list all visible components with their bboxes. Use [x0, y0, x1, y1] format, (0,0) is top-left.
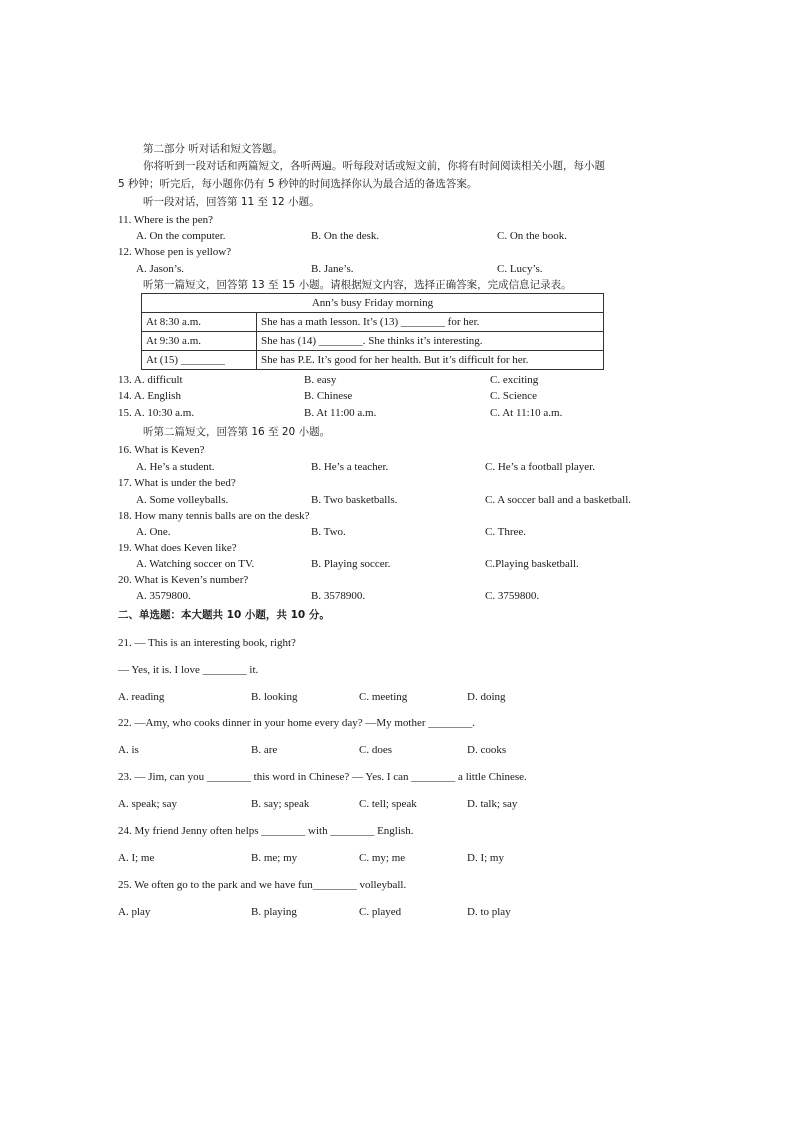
q23-option-b: B. say; speak [251, 798, 310, 810]
table-cell-time: At 9:30 a.m. [142, 332, 257, 351]
q25-option-a: A. play [118, 906, 151, 918]
q14-option-b: B. Chinese [304, 390, 353, 402]
q24-option-c: C. my; me [359, 852, 406, 864]
q11-option-a: A. On the computer. [136, 230, 226, 242]
q13-option-a: 13. A. difficult [118, 374, 183, 386]
table-title-row [142, 294, 604, 313]
question-17: 17. What is under the bed? [118, 477, 236, 489]
table-cell-desc: She has P.E. It’s good for her health. But it’s difficult for her. [257, 351, 604, 370]
question-18: 18. How many tennis balls are on the desk? [118, 510, 310, 522]
passage2-instructions: 听第二篇短文，回答第 16 至 20 小题。 [143, 426, 331, 438]
q21-option-c: C. meeting [359, 691, 408, 703]
part2-instructions-line1: 你将听到一段对话和两篇短文，各听两遍。听每段对话或短文前，你将有时间阅读相关小题，每小题 [143, 160, 605, 172]
q23-option-a: A. speak; say [118, 798, 177, 810]
q17-option-b: B. Two basketballs. [311, 494, 398, 506]
dialog-instructions: 听一段对话，回答第 11 至 12 小题。 [143, 196, 320, 208]
part2-heading: 第二部分 听对话和短文答题。 [143, 143, 283, 155]
q22-option-b: B. are [251, 744, 278, 756]
q13-option-c: C. exciting [490, 374, 539, 386]
q25-option-c: C. played [359, 906, 402, 918]
passage1-instructions: 听第一篇短文，回答第 13 至 15 小题。请根据短文内容，选择正确答案，完成信息记录表。 [143, 279, 572, 291]
q20-option-a: A. 3579800. [136, 590, 191, 602]
q12-option-a: A. Jason’s. [136, 263, 184, 275]
part2-instructions-line2: 5 秒钟；听完后，每小题你仍有 5 秒钟的时间选择你认为最合适的备选答案。 [118, 178, 478, 190]
table-cell-desc: She has (14) ________. She thinks it’s interesting. [257, 332, 604, 351]
table-row [142, 332, 604, 351]
question-19: 19. What does Keven like? [118, 542, 237, 554]
q18-option-b: B. Two. [311, 526, 346, 538]
table-row [142, 351, 604, 370]
question-16: 16. What is Keven? [118, 444, 205, 456]
question-24: 24. My friend Jenny often helps ________ with ________ English. [118, 825, 414, 837]
table-row [142, 313, 604, 332]
q24-option-a: A. I; me [118, 852, 155, 864]
q11-option-b: B. On the desk. [311, 230, 380, 242]
question-21-reply: — Yes, it is. I love ________ it. [118, 664, 259, 676]
question-12: 12. Whose pen is yellow? [118, 246, 232, 258]
q16-option-b: B. He’s a teacher. [311, 461, 389, 473]
q22-option-a: A. is [118, 744, 139, 756]
q17-option-a: A. Some volleyballs. [136, 494, 229, 506]
q25-option-b: B. playing [251, 906, 297, 918]
q12-option-b: B. Jane’s. [311, 263, 354, 275]
q15-option-a: 15. A. 10:30 a.m. [118, 407, 195, 419]
question-21: 21. — This is an interesting book, right? [118, 637, 296, 649]
q18-option-a: A. One. [136, 526, 171, 538]
q16-option-a: A. He’s a student. [136, 461, 215, 473]
q19-option-b: B. Playing soccer. [311, 558, 391, 570]
q14-option-c: C. Science [490, 390, 538, 402]
q21-option-a: A. reading [118, 691, 165, 703]
table-cell-desc: She has a math lesson. It’s (13) ________ for her. [257, 313, 604, 332]
section2-heading: 二、单选题：本大题共 10 小题，共 10 分。 [118, 609, 330, 621]
question-11: 11. Where is the pen? [118, 214, 213, 226]
question-20: 20. What is Keven’s number? [118, 574, 249, 586]
q11-option-c: C. On the book. [497, 230, 567, 242]
question-23: 23. — Jim, can you ________ this word in Chinese? — Yes. I can ________ a little Chinese. [118, 771, 527, 783]
q19-option-c: C.Playing basketball. [485, 558, 579, 570]
info-record-table [141, 293, 604, 370]
q21-option-b: B. looking [251, 691, 298, 703]
q21-option-d: D. doing [467, 691, 506, 703]
q22-option-c: C. does [359, 744, 392, 756]
table-cell-time: At 8:30 a.m. [142, 313, 257, 332]
q23-option-d: D. talk; say [467, 798, 518, 810]
q23-option-c: C. tell; speak [359, 798, 417, 810]
q14-option-a: 14. A. English [118, 390, 181, 402]
q15-option-b: B. At 11:00 a.m. [304, 407, 377, 419]
q12-option-c: C. Lucy’s. [497, 263, 543, 275]
question-22: 22. —Amy, who cooks dinner in your home every day? —My mother ________. [118, 717, 476, 729]
question-25: 25. We often go to the park and we have fun________ volleyball. [118, 879, 407, 891]
table-cell-time: At (15) ________ [142, 351, 257, 370]
q16-option-c: C. He’s a football player. [485, 461, 595, 473]
q17-option-c: C. A soccer ball and a basketball. [485, 494, 632, 506]
table-title: Ann’s busy Friday morning [142, 294, 604, 313]
q25-option-d: D. to play [467, 906, 511, 918]
q15-option-c: C. At 11:10 a.m. [490, 407, 563, 419]
q18-option-c: C. Three. [485, 526, 527, 538]
q20-option-c: C. 3759800. [485, 590, 540, 602]
q22-option-d: D. cooks [467, 744, 507, 756]
q24-option-b: B. me; my [251, 852, 298, 864]
q13-option-b: B. easy [304, 374, 337, 386]
q24-option-d: D. I; my [467, 852, 504, 864]
q19-option-a: A. Watching soccer on TV. [136, 558, 255, 570]
q20-option-b: B. 3578900. [311, 590, 366, 602]
